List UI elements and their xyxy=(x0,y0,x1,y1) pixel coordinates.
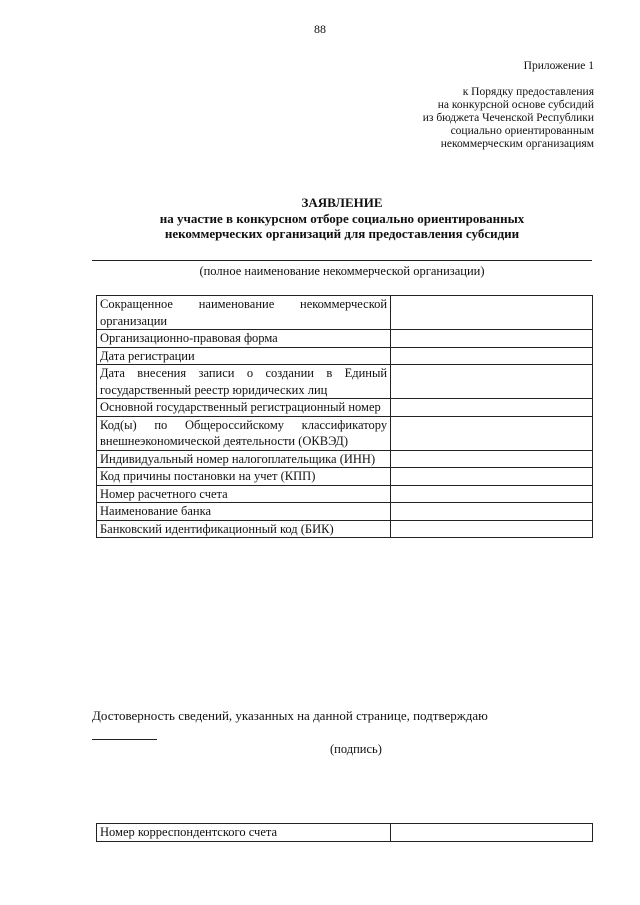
document-title: ЗАЯВЛЕНИЕ xyxy=(301,195,383,210)
document-heading xyxy=(0,195,640,242)
row-value-field[interactable] xyxy=(391,365,593,399)
row-label: Номер корреспондентского счета xyxy=(97,824,391,842)
correspondent-account-table xyxy=(96,823,593,842)
row-value-field[interactable] xyxy=(391,824,593,842)
table-row xyxy=(97,296,593,330)
appendix-line: к Порядку предоставления xyxy=(462,86,594,98)
row-label: Основной государственный регистрационный номер xyxy=(97,399,391,417)
table-row xyxy=(97,503,593,521)
row-value-field[interactable] xyxy=(391,468,593,486)
row-value-field[interactable] xyxy=(391,347,593,365)
appendix-line: социально ориентированным xyxy=(450,125,594,137)
organization-name-caption: (полное наименование некоммерческой организации) xyxy=(199,264,485,278)
applicant-details-table xyxy=(96,295,593,538)
row-label: Сокращенное наименование некоммерческой организации xyxy=(97,296,391,330)
row-value-field[interactable] xyxy=(391,520,593,538)
document-subtitle-line-1: на участие в конкурсном отборе социально ориентированных xyxy=(159,210,525,226)
table-row xyxy=(97,347,593,365)
row-value-field[interactable] xyxy=(391,503,593,521)
appendix-block xyxy=(423,60,594,151)
table-row xyxy=(97,416,593,450)
row-label: Организационно-правовая форма xyxy=(97,330,391,348)
table-row xyxy=(97,485,593,503)
table-row xyxy=(97,399,593,417)
row-value-field[interactable] xyxy=(391,296,593,330)
signature-caption: (подпись) xyxy=(330,742,382,756)
appendix-line: на конкурсной основе субсидий xyxy=(437,99,594,111)
row-label: Код(ы) по Общероссийскому классификатору внешнеэкономической деятельности (ОКВЭД) xyxy=(97,416,391,450)
row-value-field[interactable] xyxy=(391,485,593,503)
row-label: Код причины постановки на учет (КПП) xyxy=(97,468,391,486)
row-label: Номер расчетного счета xyxy=(97,485,391,503)
appendix-title: Приложение 1 xyxy=(523,60,594,72)
row-value-field[interactable] xyxy=(391,450,593,468)
row-value-field[interactable] xyxy=(391,330,593,348)
table-row xyxy=(97,468,593,486)
row-value-field[interactable] xyxy=(391,399,593,417)
row-value-field[interactable] xyxy=(391,416,593,450)
document-subtitle-line-2: некоммерческих организаций для предоставления субсидии xyxy=(164,226,520,241)
table-row xyxy=(97,365,593,399)
row-label: Индивидуальный номер налогоплательщика (ИНН) xyxy=(97,450,391,468)
table-row xyxy=(97,450,593,468)
appendix-line: некоммерческим организациям xyxy=(440,138,594,150)
table-row xyxy=(97,330,593,348)
row-label: Дата регистрации xyxy=(97,347,391,365)
row-label: Банковский идентификационный код (БИК) xyxy=(97,520,391,538)
signature-line[interactable] xyxy=(92,739,157,740)
table-row xyxy=(97,520,593,538)
page-number: 88 xyxy=(314,22,326,36)
row-label: Дата внесения записи о создании в Единый государственный реестр юридических лиц xyxy=(97,365,391,399)
row-label: Наименование банка xyxy=(97,503,391,521)
confirmation-statement: Достоверность сведений, указанных на данной странице, подтверждаю xyxy=(92,708,488,723)
organization-name-line xyxy=(92,260,592,261)
table-row xyxy=(97,824,593,842)
appendix-line: из бюджета Чеченской Республики xyxy=(422,112,594,124)
